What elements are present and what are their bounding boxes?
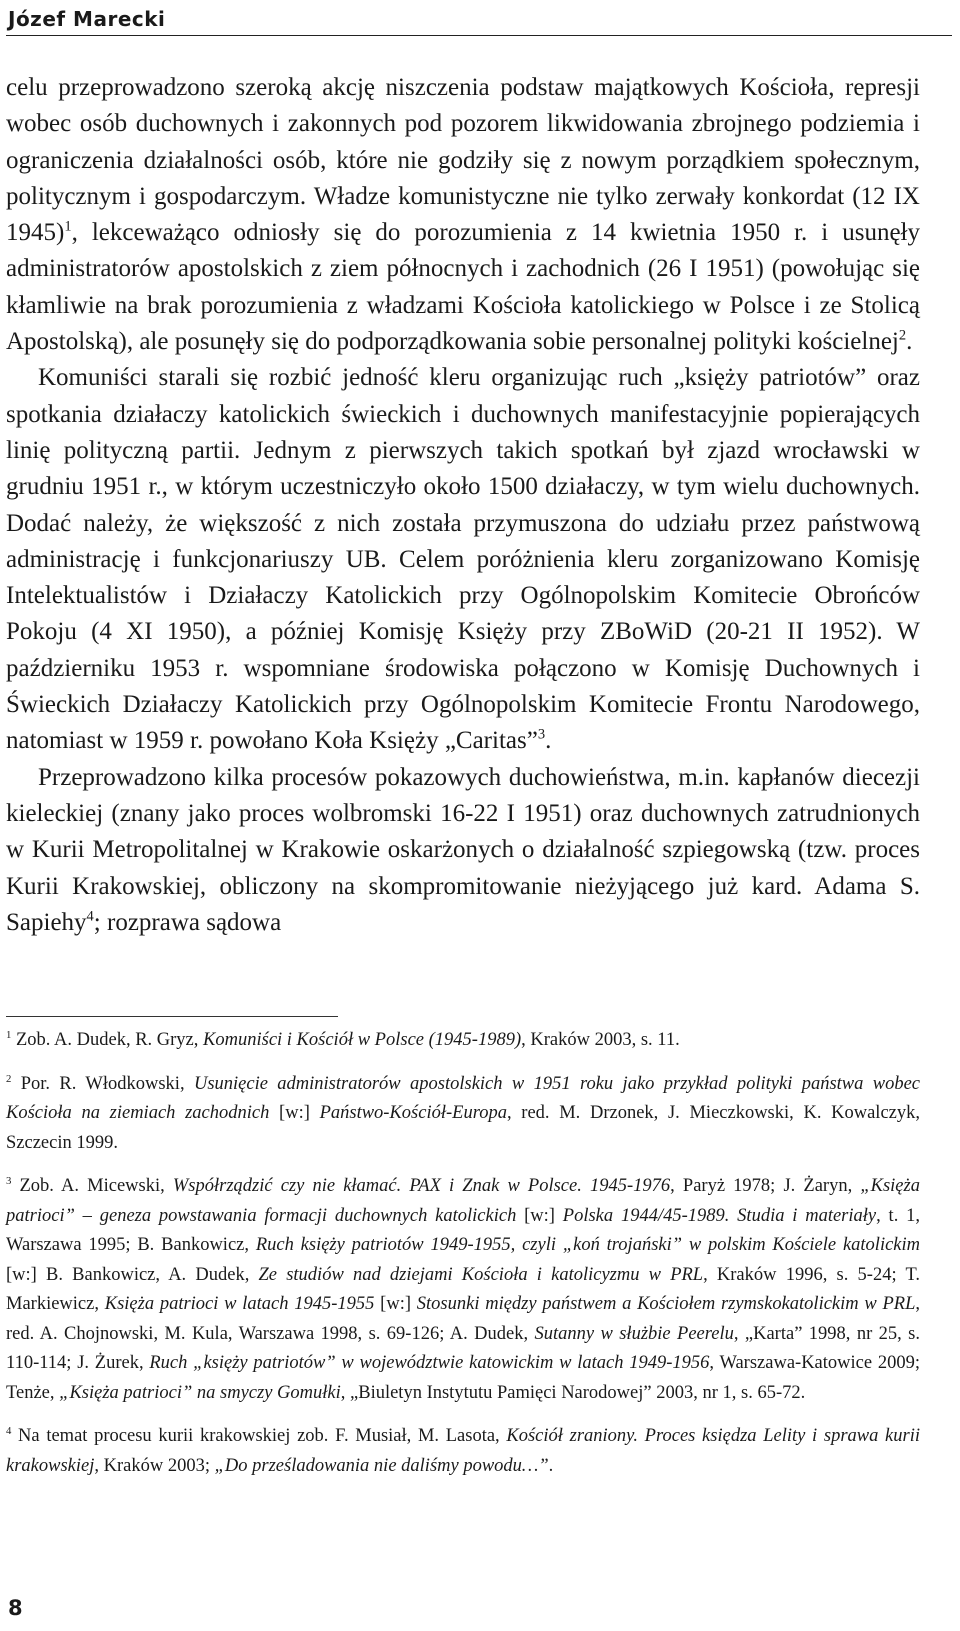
footnote-ref-4: 4	[86, 908, 94, 925]
page-number: 8	[8, 1596, 23, 1620]
footnote-ref-3: 3	[537, 727, 546, 744]
footnote-ref-1: 1	[64, 218, 72, 235]
footnote-1: $^1$ Zob. A. Dudek, R. Gryz, Komuniści i Kościół w Polsce (1945-1989), Kraków 2003, s. 11.	[6, 1028, 680, 1050]
paragraph-2: Komuniści starali się rozbić jedność kleru organizując ruch „księży patriotów” oraz spotkania działaczy katolickich świeckich i duchownych manifestacyjnie popierających linię polityczną partii. Jednym z pierwszych takich spotkań był zjazd wrocławski w grudniu 1951 r., w którym uczestniczyło około 1500 działaczy, w tym wielu duchownych. Dodać należy, że większość z nich została przymuszona do udziału przez państwową administrację i funkcjonariuszy UB. Celem poróżnienia kleru zorganizowano Komisję Intelektualistów i Działaczy Katolickich przy Ogólnopolskim Komitecie Obrońców Pokoju (4 XI 1950), a później Komisję Księży przy ZBoWiD (20-21 II 1952). W październiku 1953 r. wspomniane środowiska połączono w Komisję Duchownych i Świeckich Działaczy Katolickich przy Ogólnopolskim Komitecie Frontu Narodowego, natomiast w 1959 r. powołano Koła Księży „Caritas”$^3$.	[6, 364, 920, 755]
footnote-ref-2: 2	[898, 327, 907, 344]
footnote-2: $^2$ Por. R. Włodkowski, Usunięcie administratorów apostolskich w 1951 roku jako przykład polityki państwa wobec Kościoła na ziemiach zachodnich [w:] Państwo-Kościół-Europa, red. M. Drzonek, J. Mieczkowski, K. Kowalczyk, Szczecin 1999.	[6, 1072, 921, 1153]
footnote-3: $^3$ Zob. A. Micewski, Współrządzić czy nie kłamać. PAX i Znak w Polsce. 1945-1976, Paryż 1978; J. Żaryn, „Księża patrioci” – geneza powstawania formacji duchownych katolickich [w:] Polska 1944/45-1989. Studia i materiały, t. 1, Warszawa 1995; B. Bankowicz, Ruch księży patriotów 1949-1955, czyli „koń trojański” w polskim Kościele katolickim [w:] B. Bankowicz, A. Dudek, Ze studiów nad dziejami Kościoła i katolicyzmu w PRL, Kraków 1996, s. 5-24; T. Markiewicz, Księża patrioci w latach 1945-1955 [w:] Stosunki między państwem a Kościołem rzymskokatolickim w PRL, red. A. Chojnowski, M. Kula, Warszawa 1998, s. 69-126; A. Dudek, Sutanny w służbie Peerelu, „Karta” 1998, nr 25, s. 110-114; J. Żurek, Ruch „księży patriotów” w województwie katowickim w latach 1949-1956, Warszawa-Katowice 2009; Tenże, „Księża patrioci” na smyczy Gomułki, „Biuletyn Instytutu Pamięci Narodowej” 2003, nr 1, s. 65-72.	[6, 1174, 921, 1403]
paragraph-1: celu przeprowadzono szeroką akcję niszczenia podstaw majątkowych Kościoła, represji wobec osób duchownych i zakonnych pod pozorem likwidowania zbrojnego podziemia i ograniczenia działalności osób, które nie godziły się z nowym porządkiem społecznym, politycznym i gospodarczym. Władze komunistyczne nie tylko zerwały konkordat (12 IX 1945)$^1$, lekceważąco odniosły się do porozumienia z 14 kwietnia 1950 r. i usunęły administratorów apostolskich z ziem północnych i zachodnich (26 I 1951) (powołując się kłamliwie na brak porozumienia z władzami Kościoła katolickiego w Polsce i ze Stolicą Apostolską), ale posunęły się do podporządkowania sobie personalnej polityki kościelnej$^2$.	[6, 74, 920, 356]
footnote-4: $^4$ Na temat procesu kurii krakowskiej zob. F. Musiał, M. Lasota, Kościół zraniony. Proces księdza Lelity i sprawa kurii krakowskiej, Kraków 2003; „Do prześladowania nie daliśmy powodu…”.	[6, 1424, 921, 1476]
paragraph-3: Przeprowadzono kilka procesów pokazowych duchowieństwa, m.in. kapłanów diecezji kieleckiej (znany jako proces wolbromski 16-22 I 1951) oraz duchownych zatrudnionych w Kurii Metropolitalnej w Krakowie oskarżonych o działalność szpiegowską (tzw. proces Kurii Krakowskiej, obliczony na skompromitowanie nieżyjącego już kard. Adama S. Sapiehy$^4$; rozprawa sądowa	[6, 763, 920, 936]
main-body-text	[6, 70, 920, 941]
header-rule	[6, 35, 952, 36]
running-head-author: Józef Marecki	[8, 7, 166, 31]
footnotes-section	[6, 1026, 920, 1495]
footnote-separator	[6, 1016, 338, 1017]
